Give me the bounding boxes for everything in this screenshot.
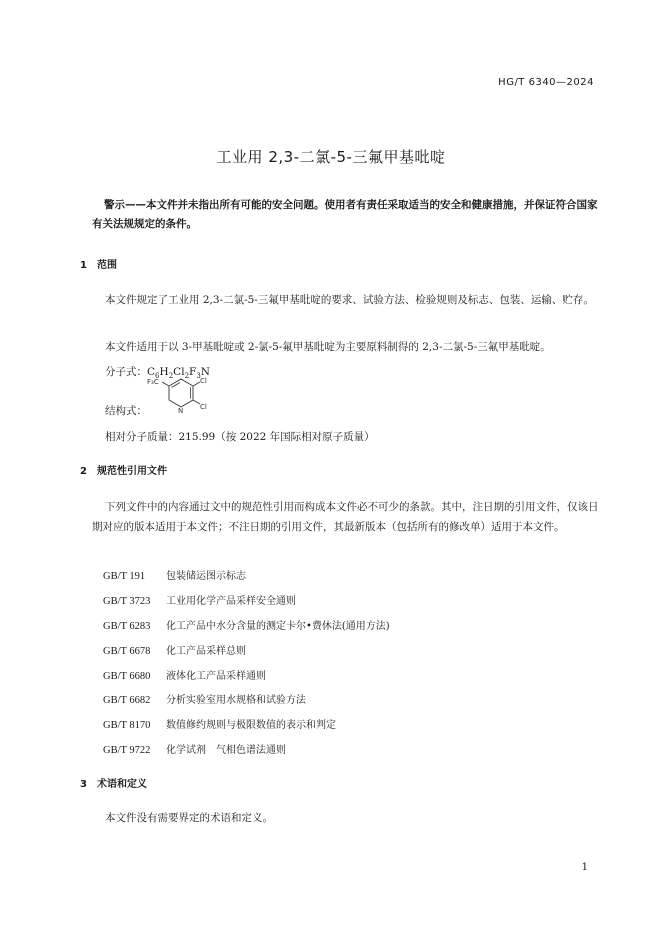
structural-formula-diagram [146,371,216,415]
section-title: 范围 [97,260,117,271]
warning-paragraph: 警示——本文件并未指出所有可能的安全问题。使用者有责任采取适当的安全和健康措施，并保证符合国家有关法规规定的条件。 [92,199,598,230]
section-number: 2 [80,466,87,477]
molecular-mass: 相对分子质量：215.99（按 2022 年国际相对原子质量） [105,431,375,443]
reference-item: GB/T 6678 化工产品采样总则 [103,646,246,657]
scope-paragraph-1: 本文件规定了工业用 2,3-二氯-5-三氟甲基吡啶的要求、试验方法、检验规则及标志、包装、运输、贮存。 [105,294,594,306]
document-title: 工业用 2,3-二氯-5-三氟甲基吡啶 [216,148,446,166]
section-1-heading [80,256,117,271]
section-number: 1 [80,260,87,271]
page-number: 1 [581,862,588,873]
reference-item: GB/T 8170 数值修约规则与极限数值的表示和判定 [103,720,336,731]
nitrogen-label: N [178,407,184,415]
standard-code: HG/T 6340—2024 [498,77,594,88]
scope-paragraph-2: 本文件适用于以 3-甲基吡啶或 2-氯-5-氟甲基吡啶为主要原料制得的 2,3-二氯-5-三氟甲基吡啶。 [105,341,551,353]
normative-references-intro: 下列文件中的内容通过文中的规范性引用而构成本文件必不可少的条款。其中，注日期的引用文件，仅该日期对应的版本适用于本文件；不注日期的引用文件，其最新版本（包括所有的修改单）适用于本文件。 [92,501,599,533]
structure-label: 结构式： [105,405,147,417]
reference-item: GB/T 3723 工业用化学产品采样安全通则 [103,596,296,607]
terms-paragraph: 本文件没有需要界定的术语和定义。 [105,812,273,824]
section-title: 术语和定义 [97,779,147,790]
chlorine-label-3: Cl [200,377,207,385]
section-3-heading [80,775,147,790]
formula-label: 分子式： [105,366,147,378]
reference-item: GB/T 9722 化学试剂 气相色谱法通则 [103,745,286,756]
section-2-heading [80,462,167,477]
section-title: 规范性引用文件 [97,466,167,477]
reference-item: GB/T 6680 液体化工产品采样通则 [103,671,266,682]
reference-item: GB/T 6682 分析实验室用水规格和试验方法 [103,695,306,706]
reference-item: GB/T 6283 化工产品中水分含量的测定卡尔•费休法(通用方法) [103,621,390,632]
molecular-formula: $C_6H_2Cl_2F_3N$ [147,366,210,381]
cf3-label: F₃C [147,378,159,386]
chlorine-label-2: Cl [200,403,207,411]
reference-item: GB/T 191 包装储运图示标志 [103,571,246,582]
section-number: 3 [80,779,87,790]
